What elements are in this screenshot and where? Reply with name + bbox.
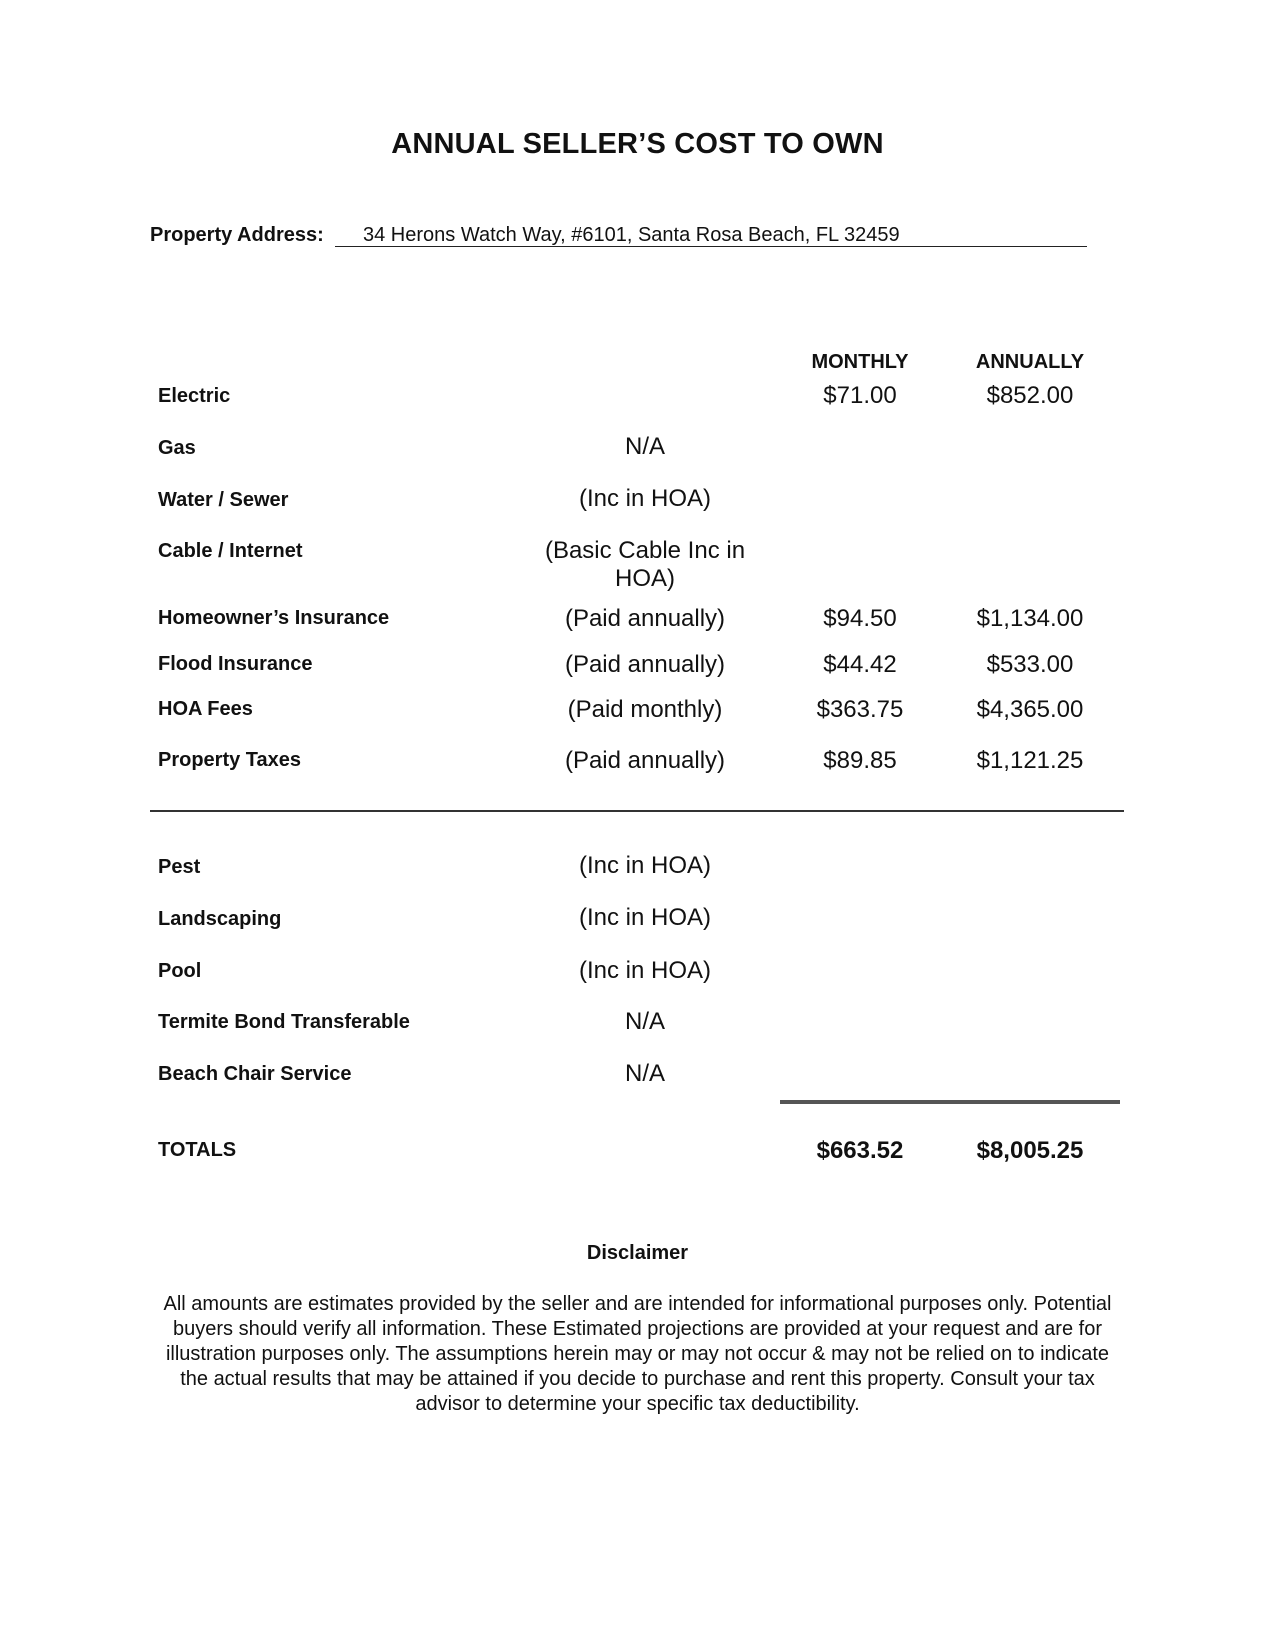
flood-insurance-annually: $533.00 (986, 651, 1074, 678)
page-title: ANNUAL SELLER’S COST TO OWN (391, 128, 884, 160)
property-taxes-note: (Paid annually) (564, 747, 726, 774)
row-label-pool: Pool (158, 960, 202, 982)
row-label-termite-bond: Termite Bond Transferable (158, 1011, 410, 1033)
disclaimer-text: All amounts are estimates provided by the seller and are intended for informational purposes only. Potential buyers should verify all information. These Estimated projections are provided at your request and are for illustration purposes only. The assumptions herein may or may not occur & may not be relied on to indicate the actual results that may be attained if you decide to purchase and rent this property. Consult your tax advisor to determine your specific tax deductibility. (163, 1293, 1112, 1415)
property-address-value: 34 Herons Watch Way, #6101, Santa Rosa Beach, FL 32459 (335, 224, 1087, 247)
section-divider (150, 810, 1124, 812)
flood-insurance-note: (Paid annually) (564, 651, 726, 678)
homeowners-insurance-note: (Paid annually) (564, 605, 726, 632)
property-taxes-monthly: $89.85 (823, 747, 897, 774)
row-label-homeowners-insurance: Homeowner’s Insurance (158, 607, 390, 629)
row-label-flood-insurance: Flood Insurance (158, 653, 313, 675)
pool-note: (Inc in HOA) (578, 957, 712, 984)
disclaimer-heading: Disclaimer (586, 1242, 689, 1264)
hoa-fees-monthly: $363.75 (816, 696, 904, 723)
row-label-cable-internet: Cable / Internet (158, 540, 303, 562)
electric-annually: $852.00 (986, 382, 1074, 409)
row-label-electric: Electric (158, 385, 231, 407)
row-label-water-sewer: Water / Sewer (158, 489, 289, 511)
property-taxes-annually: $1,121.25 (976, 747, 1084, 774)
water-sewer-note: (Inc in HOA) (578, 485, 712, 512)
landscaping-note: (Inc in HOA) (578, 904, 712, 931)
flood-insurance-monthly: $44.42 (823, 651, 897, 678)
monthly-column-header: MONTHLY (811, 351, 909, 373)
hoa-fees-note: (Paid monthly) (567, 696, 723, 723)
electric-monthly: $71.00 (823, 382, 897, 409)
total-annually: $8,005.25 (976, 1137, 1084, 1164)
homeowners-insurance-monthly: $94.50 (823, 605, 897, 632)
hoa-fees-annually: $4,365.00 (976, 696, 1084, 723)
row-label-pest: Pest (158, 856, 201, 878)
property-address-label: Property Address: (150, 224, 324, 246)
termite-bond-note: N/A (624, 1008, 665, 1035)
total-monthly: $663.52 (816, 1137, 904, 1164)
beach-chair-service-note: N/A (624, 1060, 665, 1087)
totals-label: TOTALS (158, 1139, 237, 1161)
totals-divider (780, 1100, 1120, 1104)
cable-internet-note: (Basic Cable Inc in HOA) (544, 537, 746, 592)
row-label-beach-chair-service: Beach Chair Service (158, 1063, 352, 1085)
pest-note: (Inc in HOA) (578, 852, 712, 879)
gas-note: N/A (624, 433, 665, 460)
homeowners-insurance-annually: $1,134.00 (976, 605, 1084, 632)
annually-column-header: ANNUALLY (975, 351, 1085, 373)
row-label-landscaping: Landscaping (158, 908, 282, 930)
row-label-hoa-fees: HOA Fees (158, 698, 253, 720)
row-label-gas: Gas (158, 437, 196, 459)
row-label-property-taxes: Property Taxes (158, 749, 302, 771)
